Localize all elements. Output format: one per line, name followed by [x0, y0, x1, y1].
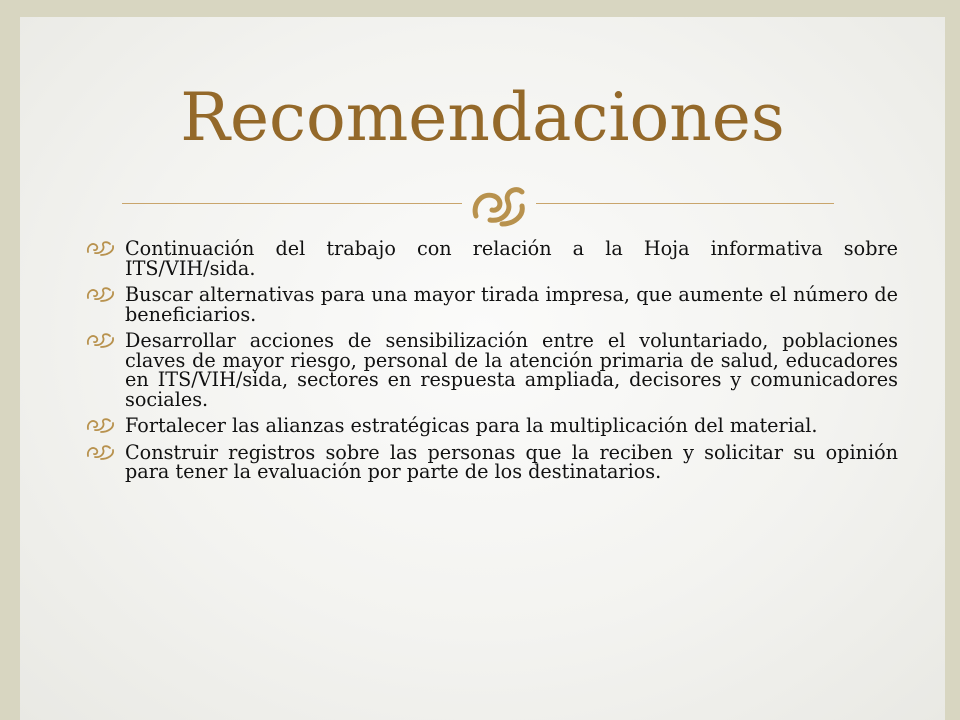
title-divider-left	[122, 203, 462, 204]
scroll-bullet-icon	[86, 332, 116, 348]
scroll-bullet-icon	[86, 417, 116, 433]
list-item	[86, 285, 898, 324]
list-item	[86, 331, 898, 409]
list-item	[86, 440, 898, 483]
scroll-bullet-icon	[86, 444, 116, 460]
bullet-text: Desarrollar acciones de sensibilización entre el voluntariado, poblaciones claves de mayor riesgo, personal de la atención primaria de salud, educadores en ITS/VIH/sida, sectores en respuesta ampliada, decisores y comunicadores sociales.	[125, 329, 898, 411]
recommendations-list	[86, 239, 898, 489]
bullet-text: Fortalecer las alianzas estratégicas para la multiplicación del material.	[125, 414, 818, 437]
title-divider-right	[536, 203, 834, 204]
bullet-text: Continuación del trabajo con relación a la Hoja informativa sobre ITS/VIH/sida.	[125, 237, 898, 280]
list-item	[86, 416, 898, 436]
slide-title: Recomendaciones	[180, 79, 785, 156]
bullet-text: Buscar alternativas para una mayor tirada impresa, que aumente el número de beneficiarios.	[125, 283, 898, 326]
list-item	[86, 239, 898, 278]
scroll-ornament-icon	[468, 182, 528, 228]
slide	[20, 17, 945, 720]
scroll-bullet-icon	[86, 286, 116, 302]
bullet-text: Construir registros sobre las personas que la reciben y solicitar su opinión para tener la evaluación por parte de los destinatarios.	[125, 440, 898, 483]
scroll-bullet-icon	[86, 240, 116, 256]
